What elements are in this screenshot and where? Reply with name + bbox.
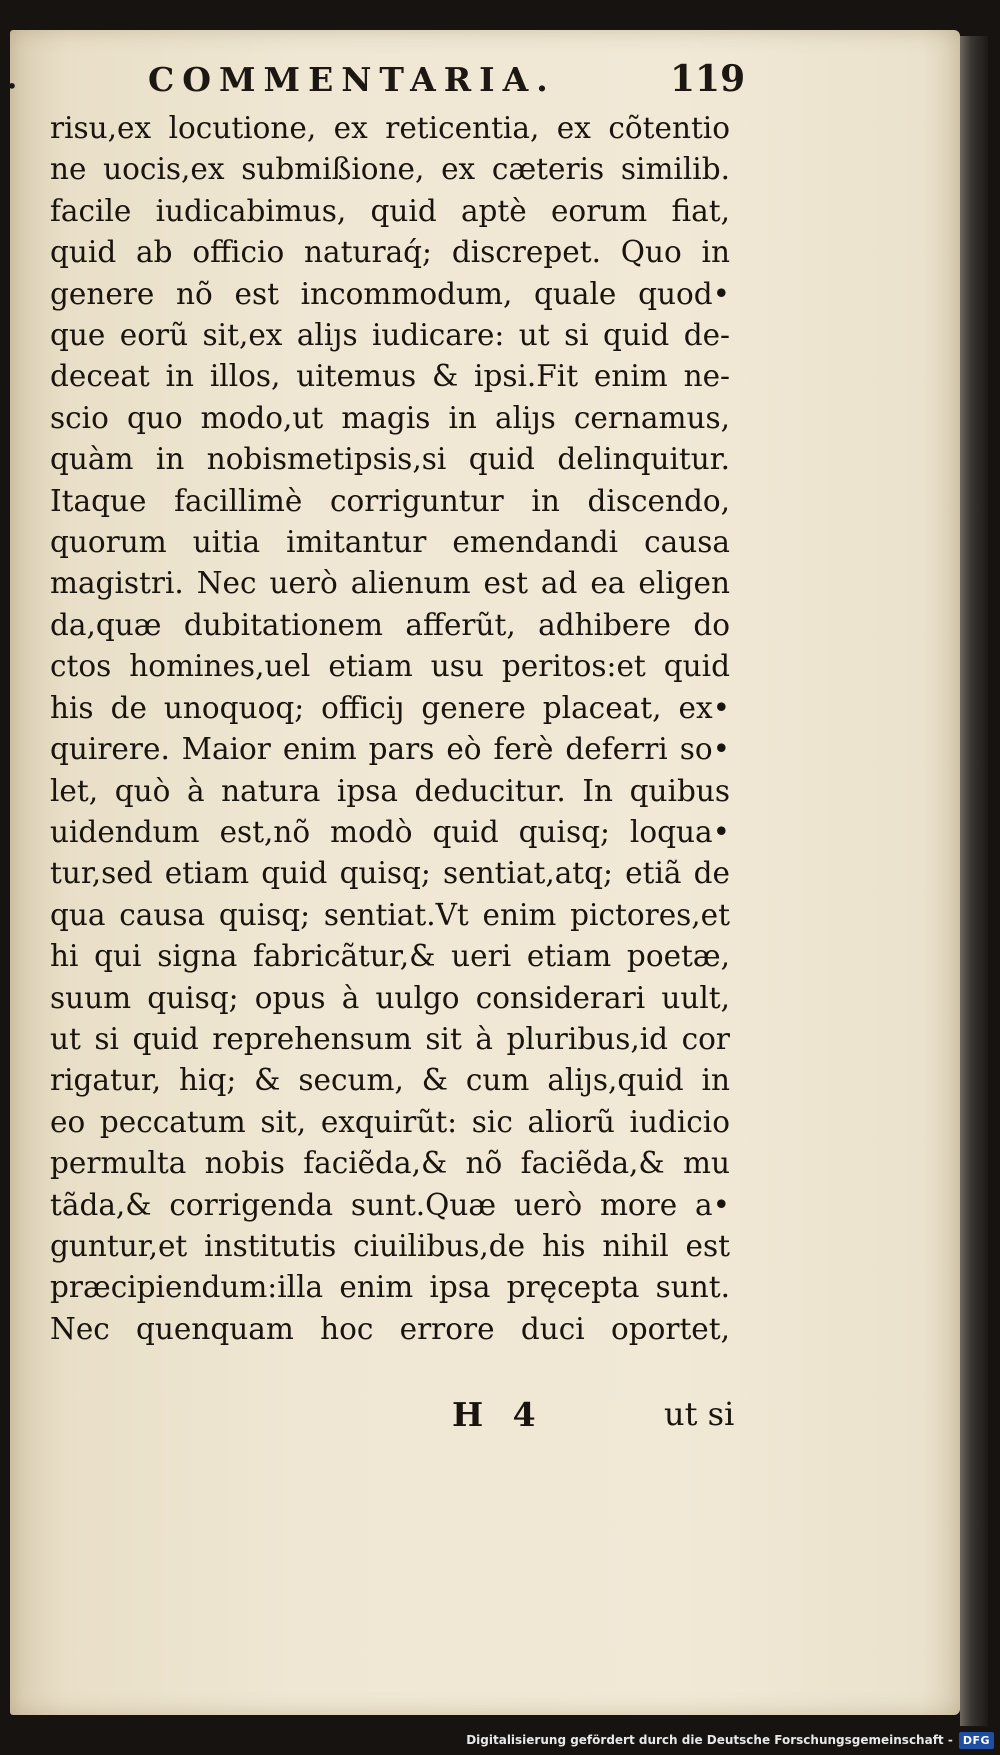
text-line: quàm in nobismetipsis,si quid delinquitur. [50,442,730,477]
text-line: permulta nobis faciẽda,& nõ faciẽda,& mu [50,1146,730,1181]
text-line: scio quo modo,ut magis in aliȷs cernamus, [50,400,730,435]
running-head: COMMENTARIA. [148,60,556,99]
text-line: suum quisq; opus à uulgo considerari uult, [50,980,730,1015]
text-line: da,quæ dubitationem afferũt, adhibere do [50,607,730,642]
page-header [0,52,1000,112]
text-line: deceat in illos, uitemus & ipsi.Fit enim ne- [50,359,730,394]
text-line: qua causa quisq; sentiat.Vt enim pictores,et [50,897,730,932]
text-line: uidendum est,nõ modò quid quisq; loqua• [50,814,730,849]
text-line: facile iudicabimus, quid aptè eorum fiat, [50,193,730,228]
text-line: his de unoquoq; officiȷ genere placeat, ex• [50,690,730,725]
text-line: genere nõ est incommodum, quale quod• [50,276,730,311]
text-line: Nec quenquam hoc errore duci oportet, [50,1311,730,1346]
text-line: let, quò à natura ipsa deducitur. In quibus [50,773,730,808]
body-text [50,108,730,1350]
text-line: rigatur, hiq; & secum, & cum aliȷs,quid in [50,1063,730,1098]
catchword: ut si [664,1395,735,1433]
folio-number: 119 [670,58,746,100]
text-line: quorum uitia imitantur emendandi causa [50,525,730,560]
text-line: præcipiendum:illa enim ipsa pręcepta sunt. [50,1270,730,1305]
text-line: quid ab officio naturaq́; discrepet. Quo in [50,235,730,270]
text-line: risu,ex locutione, ex reticentia, ex cõtentio [50,111,730,145]
text-line: tãda,& corrigenda sunt.Quæ uerò more a• [50,1187,730,1222]
text-line: Itaque facillimè corriguntur in discendo, [50,483,730,518]
text-line: hi qui signa fabricãtur,& ueri etiam poetæ, [50,939,730,974]
credit-text: Digitalisierung gefördert durch die Deutsche Forschungsgemeinschaft - [466,1733,953,1747]
text-line: ut si quid reprehensum sit à pluribus,id cor [50,1021,730,1056]
text-line: quirere. Maior enim pars eò ferè deferri so• [50,732,730,767]
digitization-credit [466,1729,994,1751]
text-line: tur,sed etiam quid quisq; sentiat,atq; etiã de [50,856,730,891]
text-line: magistri. Nec uerò alienum est ad ea eligen [50,566,730,601]
text-line: ctos homines,uel etiam usu peritos:et quid [50,649,730,684]
text-line: ne uocis,ex submißione, ex cæteris similib. [50,152,730,187]
text-line: eo peccatum sit, exquirũt: sic aliorũ iudicio [50,1104,730,1139]
page-footer-line [0,1395,1000,1445]
dfg-logo: DFG [959,1732,994,1749]
text-line: que eorũ sit,ex aliȷs iudicare: ut si quid de- [50,318,730,353]
signature-mark: H 4 [452,1395,536,1434]
margin-mark: • [6,74,18,98]
book-edge [960,36,988,1726]
text-line: guntur,et institutis ciuilibus,de his nihil est [50,1228,730,1263]
